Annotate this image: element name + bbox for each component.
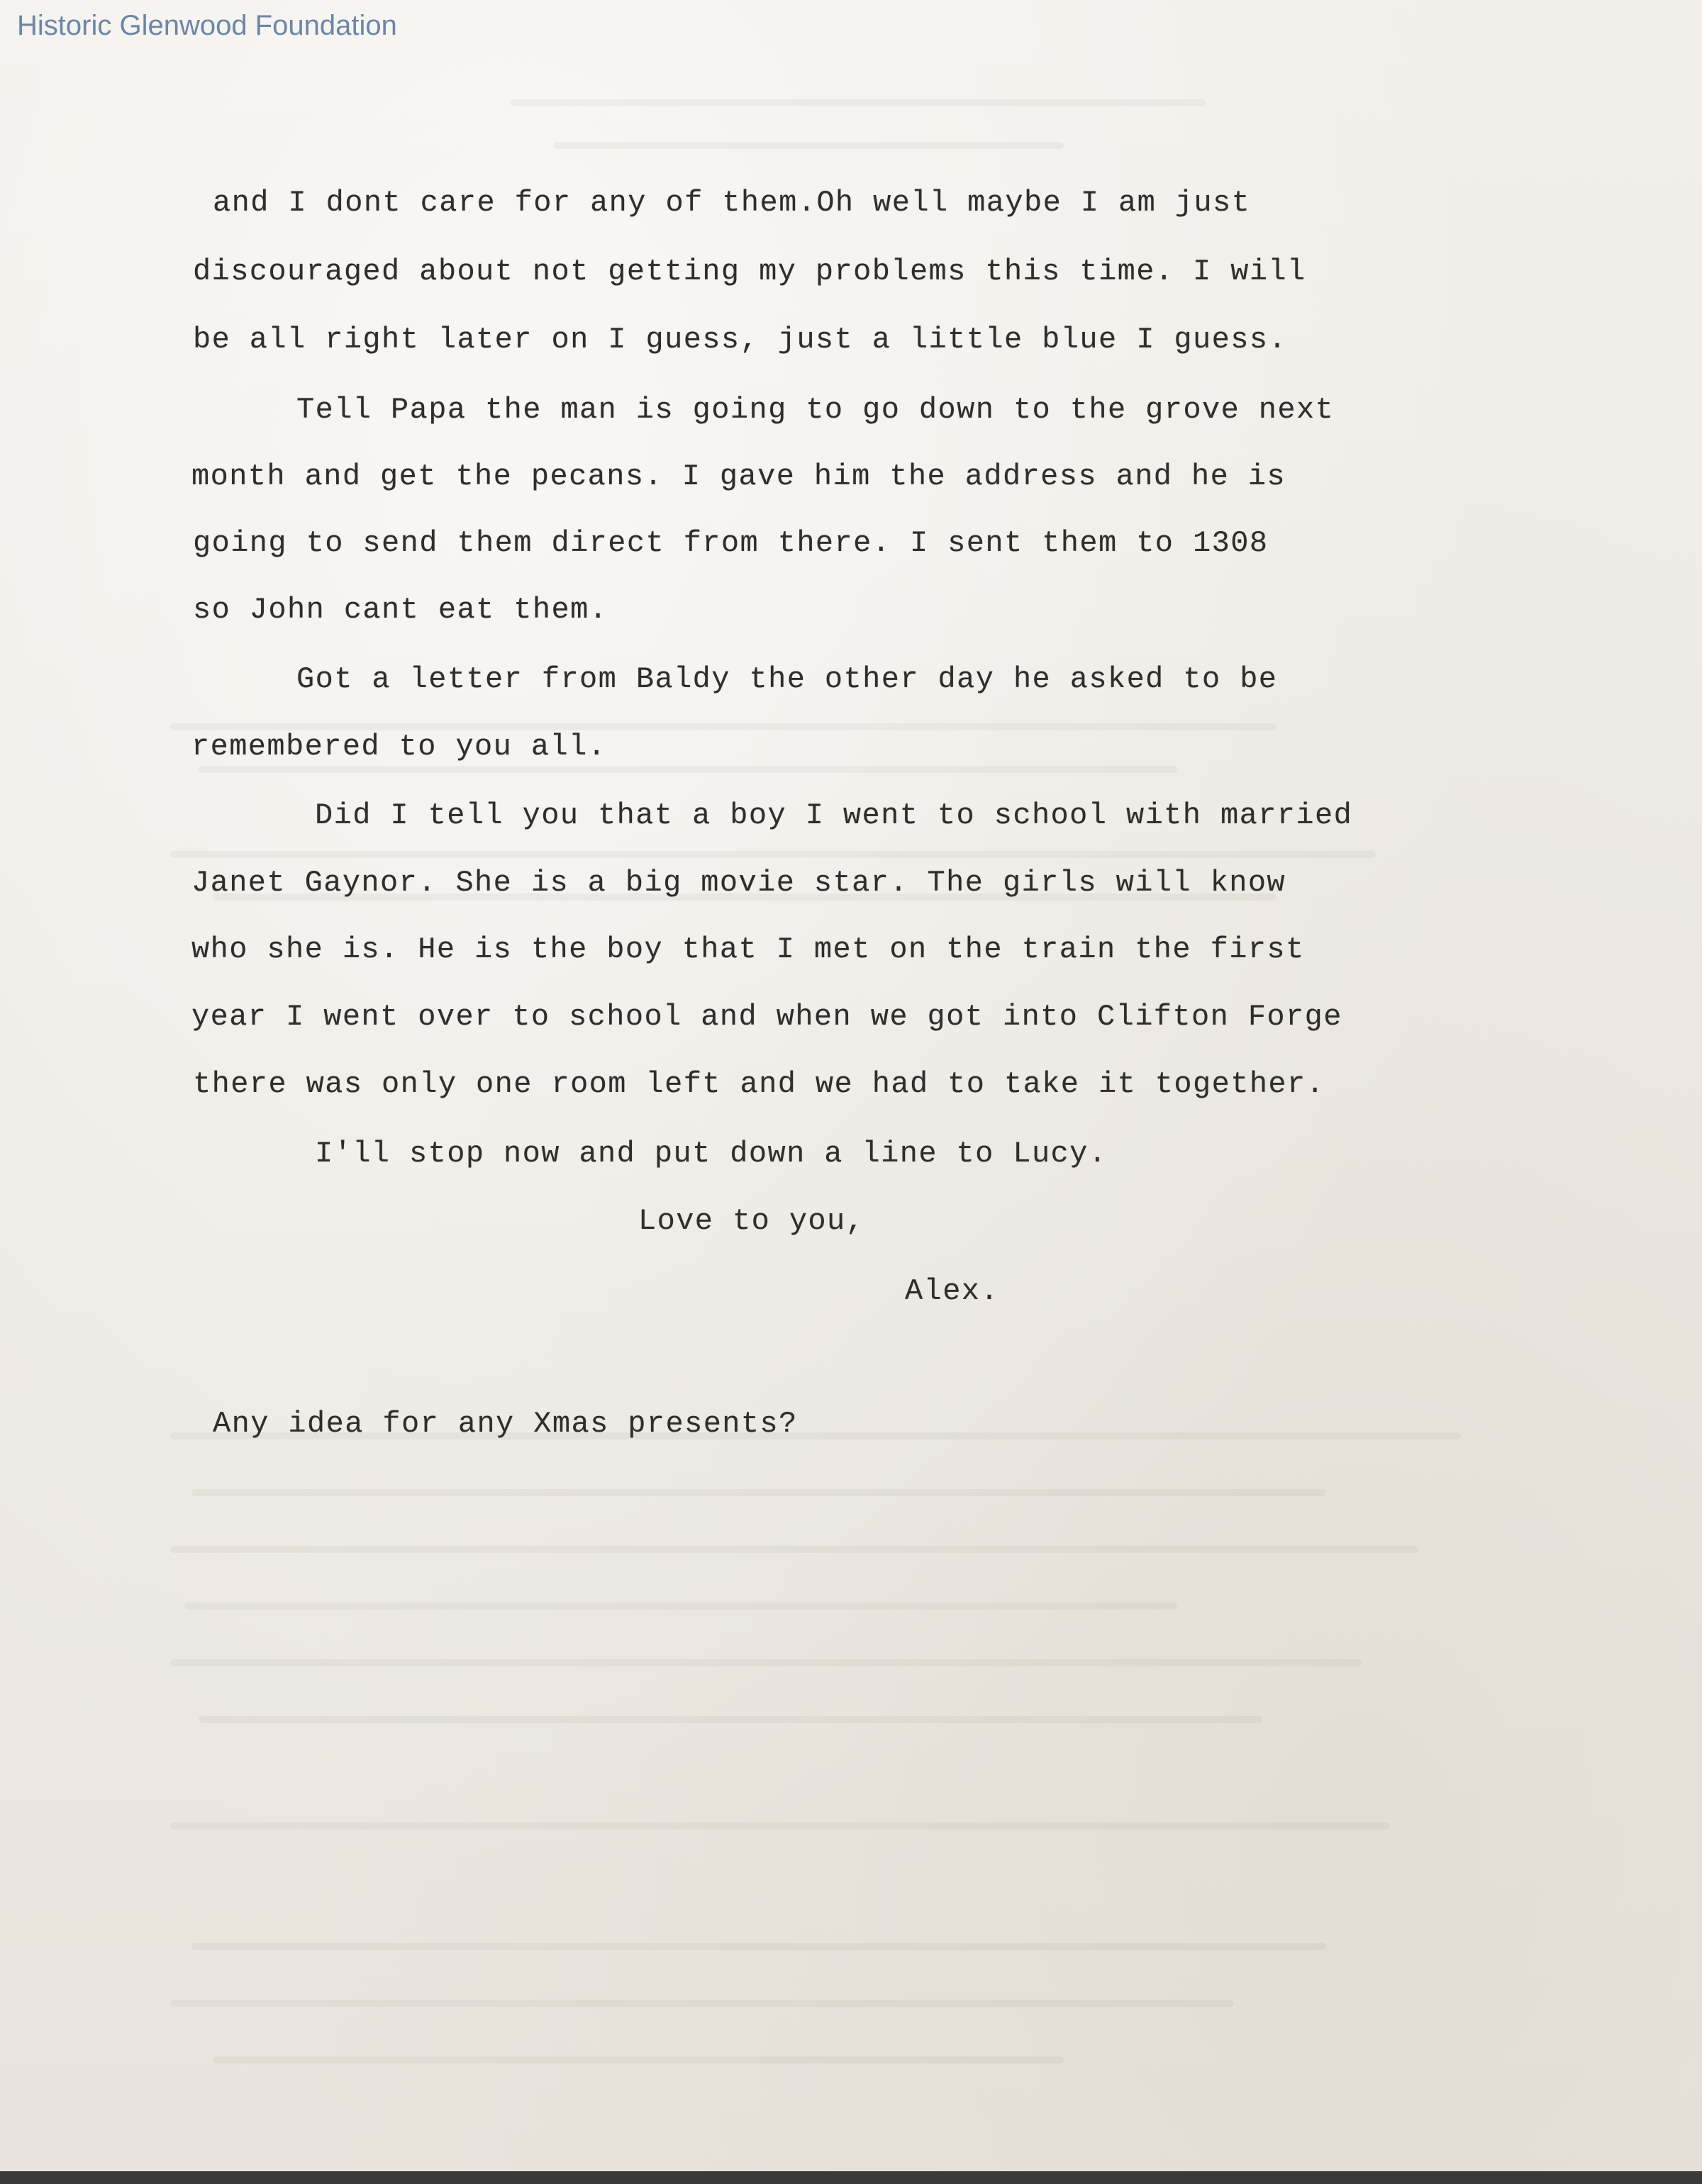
letter-line: Did I tell you that a boy I went to school with married bbox=[315, 798, 1353, 832]
letter-line: Tell Papa the man is going to go down to the grove next bbox=[296, 393, 1335, 427]
foundation-watermark: Historic Glenwood Foundation bbox=[17, 10, 397, 41]
letter-line: Janet Gaynor. She is a big movie star. The girls will know bbox=[191, 866, 1286, 900]
letter-line: year I went over to school and when we got into Clifton Forge bbox=[191, 1000, 1342, 1034]
reverse-side-bleed-through bbox=[170, 85, 1574, 2127]
letter-line: month and get the pecans. I gave him the address and he is bbox=[191, 459, 1286, 494]
letter-line: discouraged about not getting my problems this time. I will bbox=[193, 255, 1306, 289]
letter-line: I'll stop now and put down a line to Lucy. bbox=[315, 1137, 1108, 1171]
letter-line: there was only one room left and we had to take it together. bbox=[193, 1067, 1325, 1101]
letter-line: remembered to you all. bbox=[191, 730, 607, 764]
letter-line: and I dont care for any of them.Oh well maybe I am just bbox=[213, 186, 1251, 220]
letter-line: who she is. He is the boy that I met on the train the first bbox=[191, 932, 1305, 966]
letter-closing: Love to you, bbox=[638, 1204, 865, 1238]
letter-line: Got a letter from Baldy the other day he asked to be bbox=[296, 662, 1278, 696]
letter-line: be all right later on I guess, just a little blue I guess. bbox=[193, 323, 1288, 357]
letter-postscript: Any idea for any Xmas presents? bbox=[213, 1407, 798, 1441]
letter-line: so John cant eat them. bbox=[193, 593, 608, 627]
letter-line: going to send them direct from there. I sent them to 1308 bbox=[193, 526, 1269, 560]
scan-bottom-border bbox=[0, 2171, 1702, 2184]
letter-signature: Alex. bbox=[905, 1274, 1000, 1308]
